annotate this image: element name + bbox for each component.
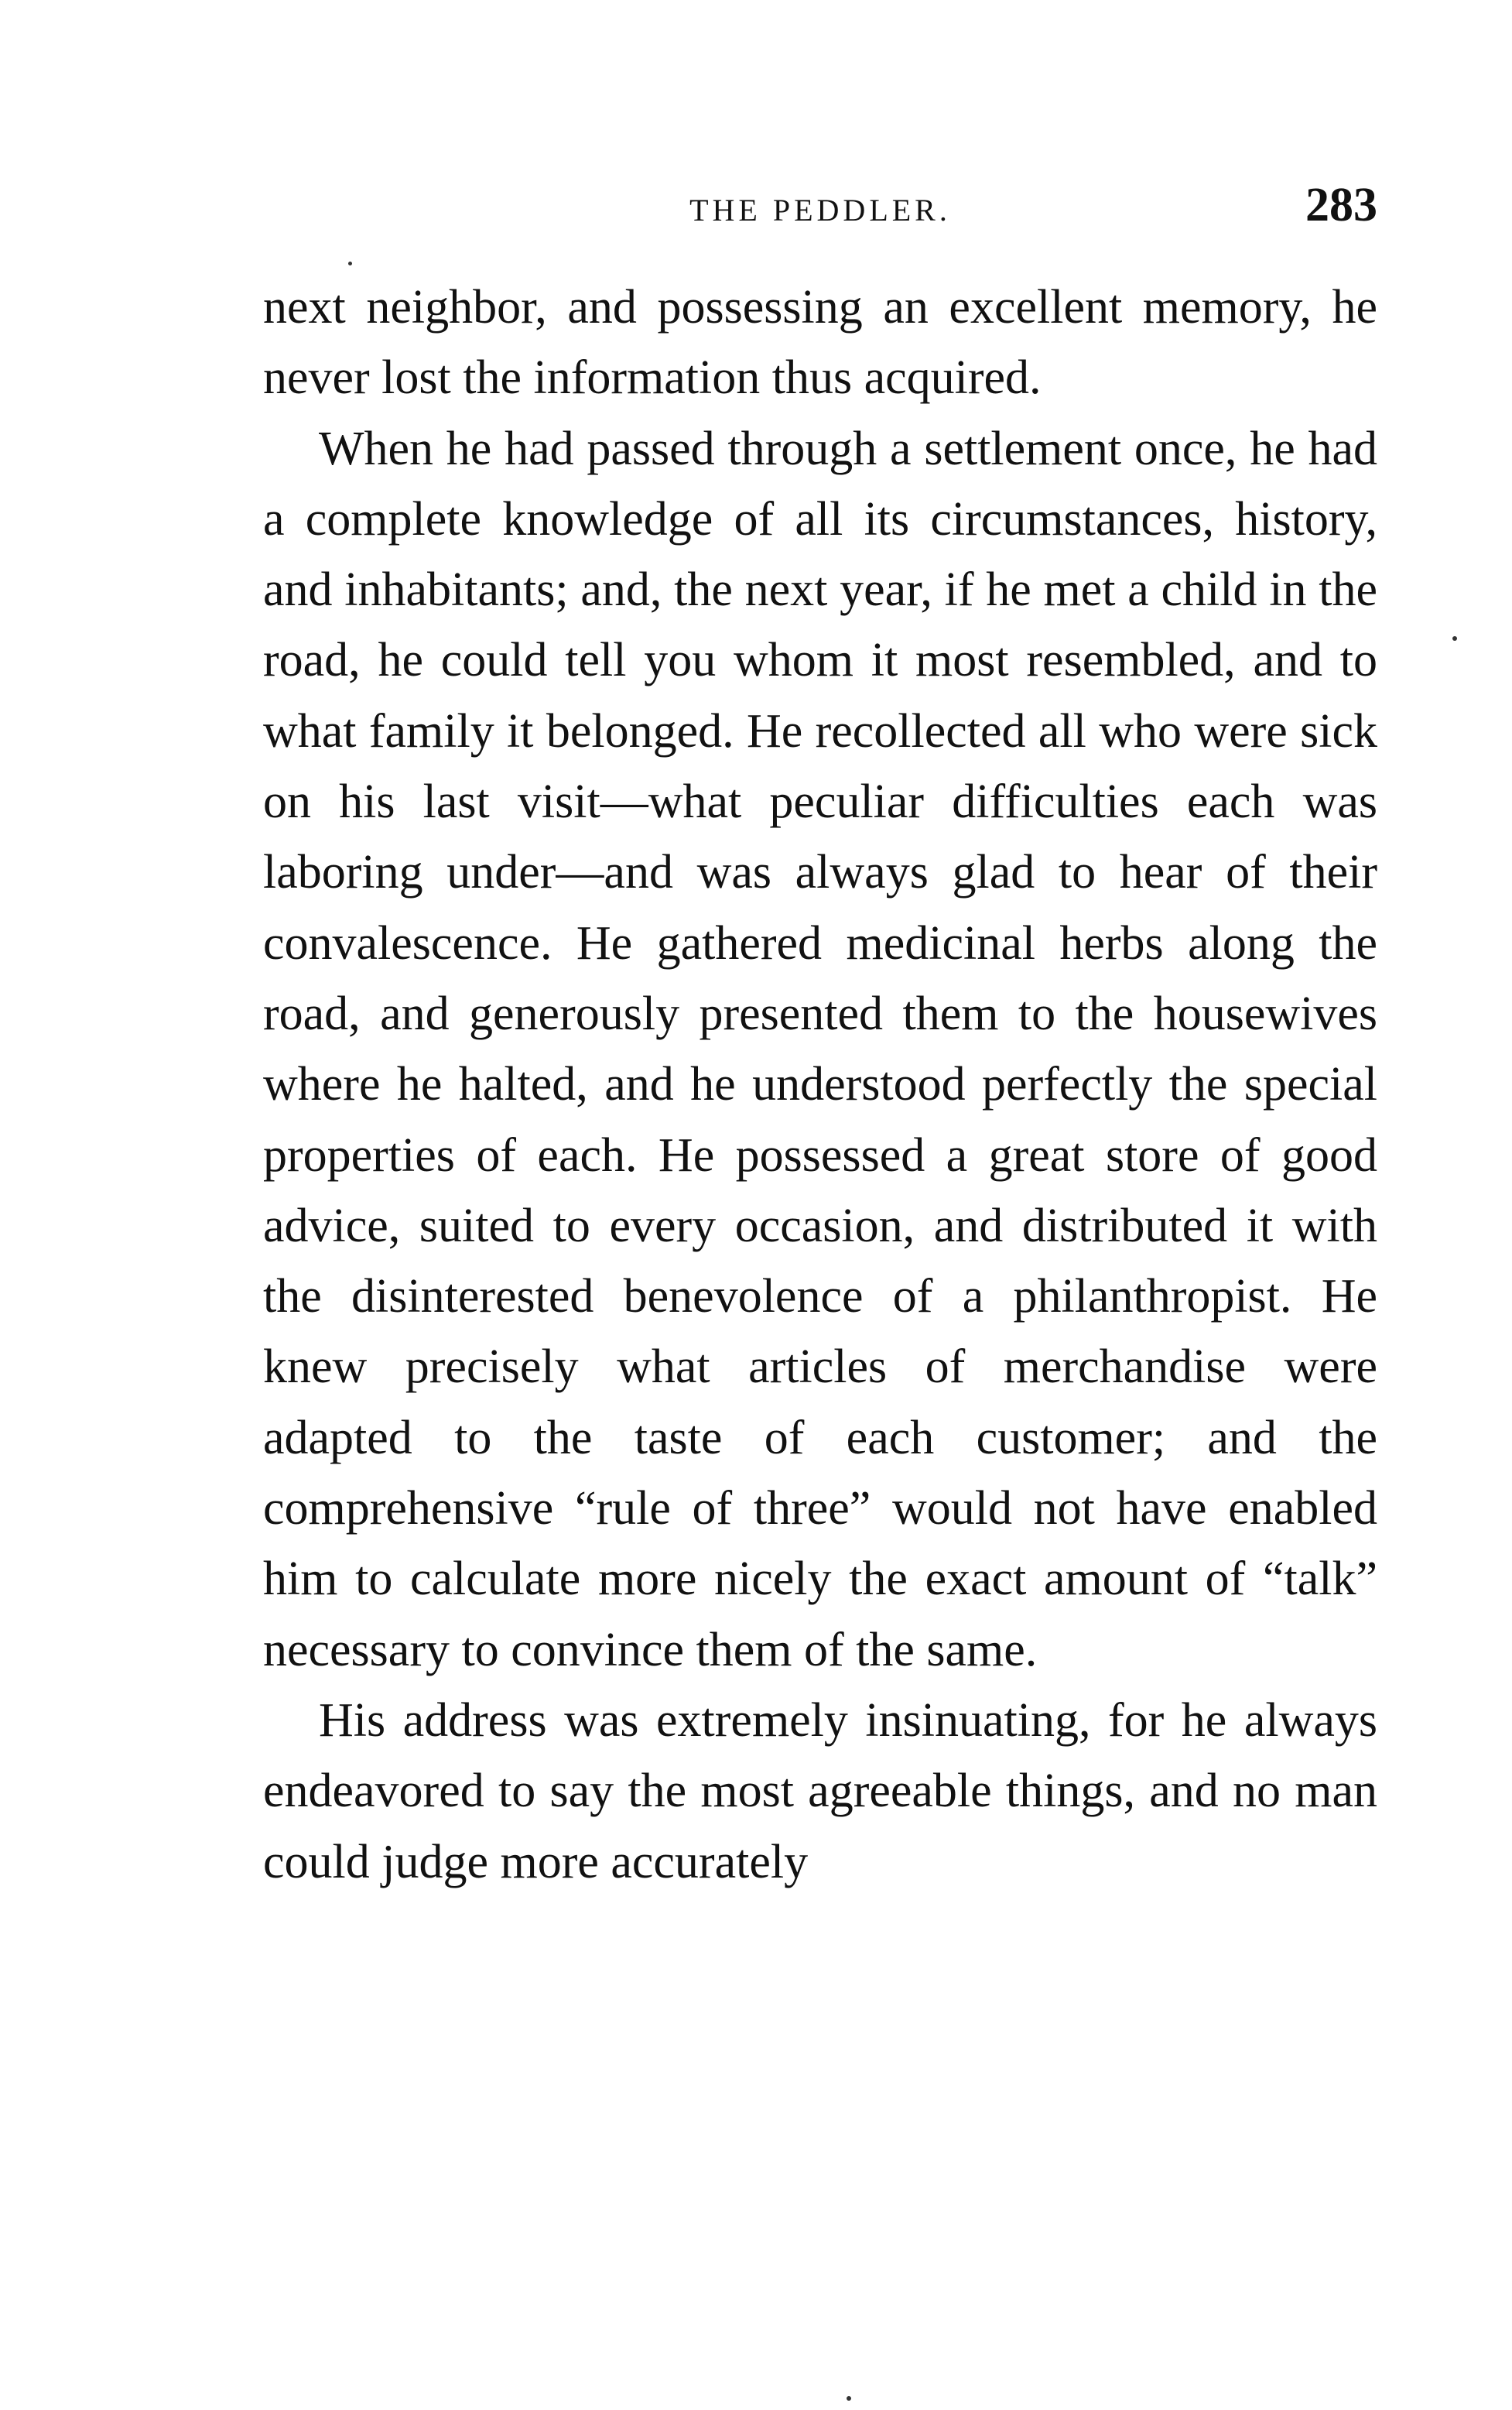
running-title: THE PEDDLER. (689, 193, 951, 228)
paragraph: When he had passed through a settlement once, he had a complete knowledge of all its circumstances, history, and inhabitants; and, the next year, if he met a child in the road, he could tell you whom it most resembled, and to what family it belonged. He recollected all who were sick on his last visit—what peculiar difficulties each was laboring under—and was always glad to hear of their convalescence. He gathered medicinal herbs along the road, and generously presented them to the housewives where he halted, and he understood perfectly the special properties of each. He possessed a great store of good advice, suited to every occasion, and distributed it with the disinterested benevolence of a philanthropist. He knew precisely what articles of merchandise were adapted to the taste of each customer; and the comprehensive “rule of three” would not have enabled him to calculate more nicely the exact amount of “talk” necessary to convince them of the same. (263, 422, 1377, 1676)
paragraph: His address was extremely insinuating, for he always endeavored to say the most agreeable things, and no man could judge more accurately (263, 1693, 1377, 1888)
print-speck (847, 2396, 851, 2401)
paragraph-continued: next neighbor, and possessing an excellent memory, he never lost the information thus acquired. (263, 281, 1377, 405)
body-text (263, 272, 1377, 1898)
page-number: 283 (1305, 179, 1377, 231)
print-speck (1452, 636, 1457, 641)
running-head (263, 178, 1377, 240)
print-speck (348, 262, 352, 265)
